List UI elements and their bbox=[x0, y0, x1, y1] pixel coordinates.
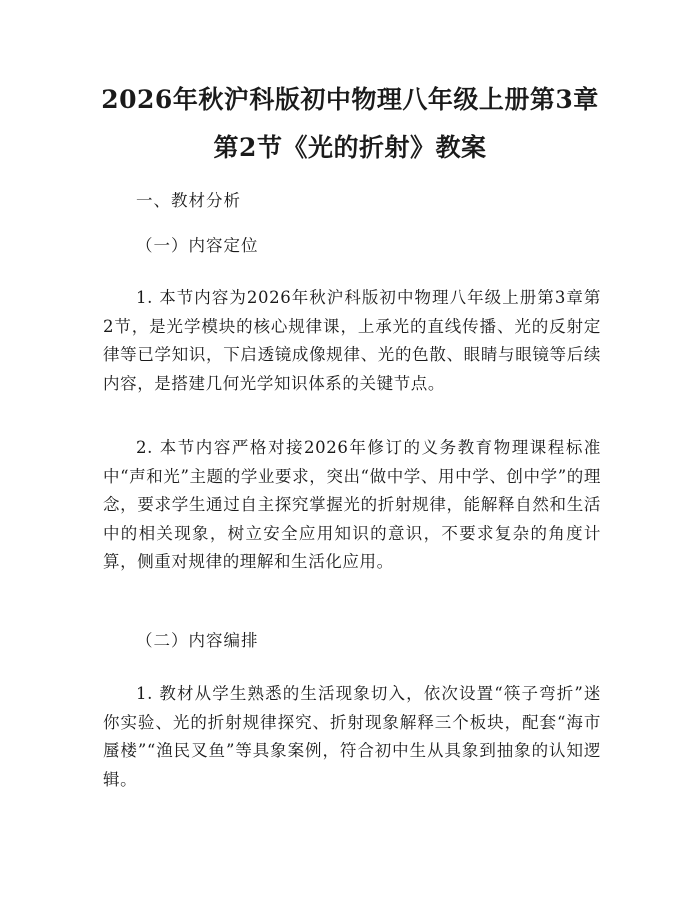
subsection-heading-content-arrangement: （二）内容编排 bbox=[136, 631, 259, 650]
paragraph-content-arrangement-1: 1. 教材从学生熟悉的生活现象切入，依次设置“筷子弯折”迷你实验、光的折射规律探究、折射现象解释三个板块，配套“海市蜃楼”“渔民叉鱼”等具象案例，符合初中生从具象到抽象的认知逻辑。 bbox=[103, 684, 601, 789]
document-title-line-2: 第2节《光的折射》教案 bbox=[213, 133, 487, 162]
paragraph-content-positioning-2: 2. 本节内容严格对接2026年修订的义务教育物理课程标准中“声和光”主题的学业要求，突出“做中学、用中学、创中学”的理念，要求学生通过自主探究掌握光的折射规律，能解释自然和生活中的相关现象，树立安全应用知识的意识，不要求复杂的角度计算，侧重对规律的理解和生活化应用。 bbox=[103, 438, 601, 571]
subsection-heading-content-positioning: （一）内容定位 bbox=[136, 236, 259, 255]
section-heading-textbook-analysis: 一、教材分析 bbox=[136, 191, 241, 210]
document-title-line-1: 2026年秋沪科版初中物理八年级上册第3章 bbox=[101, 85, 599, 114]
paragraph-content-positioning-1: 1. 本节内容为2026年秋沪科版初中物理八年级上册第3章第2节，是光学模块的核心规律课，上承光的直线传播、光的反射定律等已学知识，下启透镜成像规律、光的色散、眼睛与眼镜等后续内容，是搭建几何光学知识体系的关键节点。 bbox=[103, 288, 601, 393]
